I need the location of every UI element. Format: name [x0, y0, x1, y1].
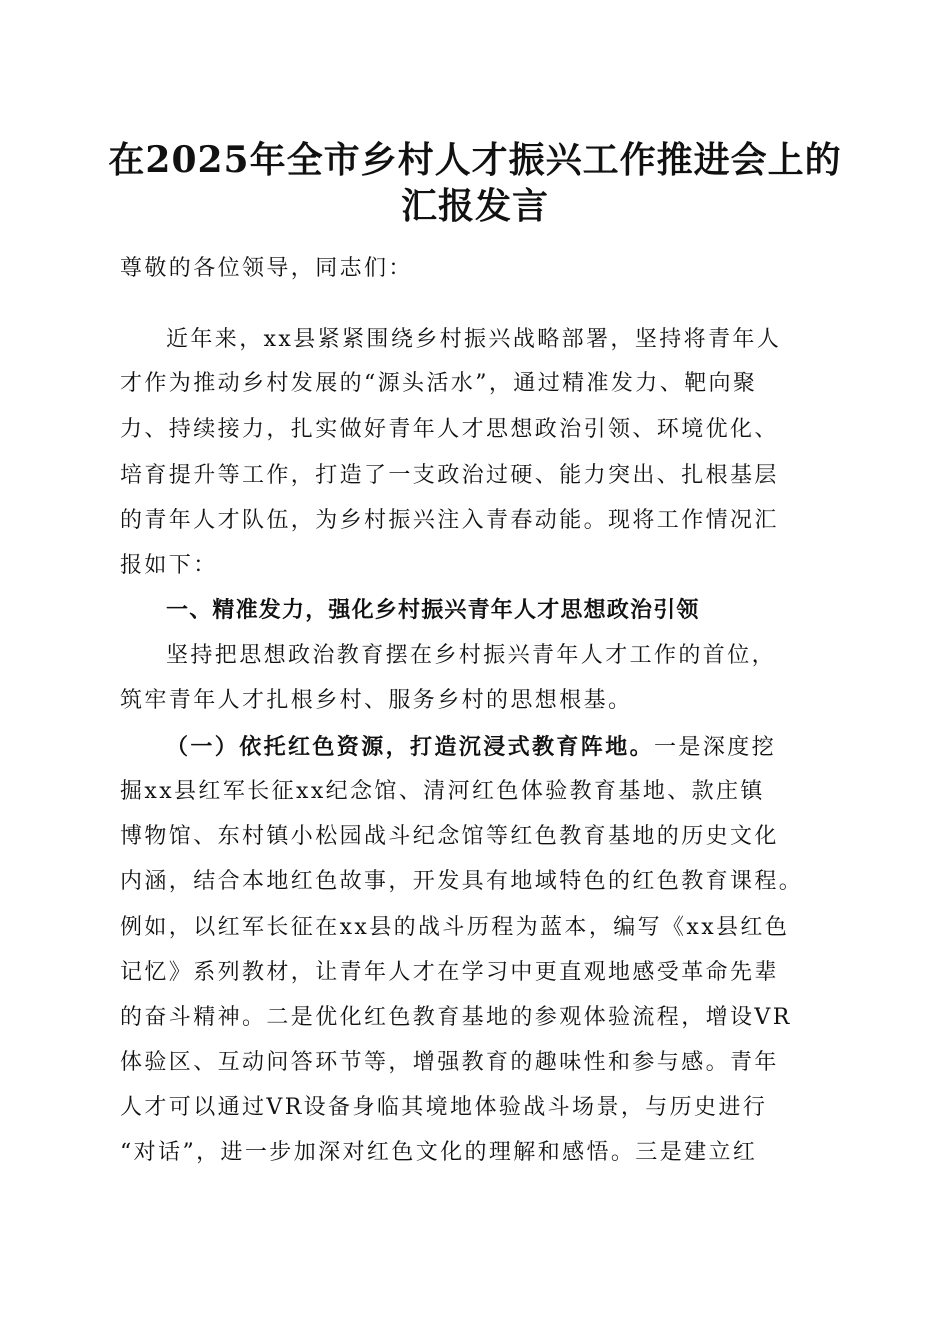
intro-line: 近年来，xx县紧紧围绕乡村振兴战略部署，坚持将青年人	[166, 327, 782, 352]
document-title-line-2: 汇报发言	[400, 185, 549, 227]
subsection-body-line: 体验区、互动问答环节等，增强教育的趣味性和参与感。青年	[120, 1050, 779, 1075]
subsection-heading: （一）依托红色资源，打造沉浸式教育阵地。	[166, 734, 655, 760]
section-body-line: 坚持把思想政治教育摆在乡村振兴青年人才工作的首位，	[166, 643, 777, 668]
subsection-body-line: 记忆》系列教材，让青年人才在学习中更直观地感受革命先辈	[120, 960, 779, 985]
subsection-body-line: 例如，以红军长征在xx县的战斗历程为蓝本，编写《xx县红色	[120, 915, 790, 940]
intro-line: 才作为推动乡村发展的“源头活水”，通过精准发力、靶向聚	[120, 371, 758, 396]
subsection-body-line: 博物馆、东村镇小松园战斗纪念馆等红色教育基地的历史文化	[120, 824, 779, 849]
subsection-body-line: 的奋斗精神。二是优化红色教育基地的参观体验流程，增设VR	[120, 1005, 792, 1030]
subsection-first-line-text: 一是深度挖	[654, 735, 777, 760]
section-heading: 一、精准发力，强化乡村振兴青年人才思想政治引领	[166, 598, 700, 623]
subsection-body-line: “对话”，进一步加深对红色文化的理解和感悟。三是建立红	[120, 1140, 758, 1165]
section-body-line: 筑牢青年人才扎根乡村、服务乡村的思想根基。	[120, 688, 633, 713]
intro-line: 力、持续接力，扎实做好青年人才思想政治引领、环境优化、	[120, 417, 779, 442]
subsection-body-line: 内涵，结合本地红色故事，开发具有地域特色的红色教育课程。	[120, 869, 804, 894]
subsection-body-line: 掘xx县红军长征xx纪念馆、清河红色体验教育基地、款庄镇	[120, 779, 765, 804]
subsection-body-line: 人才可以通过VR设备身临其境地体验战斗场景，与历史进行	[120, 1095, 768, 1120]
intro-line: 报如下：	[120, 553, 218, 578]
salutation: 尊敬的各位领导，同志们：	[120, 256, 413, 281]
subsection-first-line	[166, 732, 886, 762]
document-title-line-1: 在2025年全市乡村人才振兴工作推进会上的	[108, 139, 842, 181]
intro-line: 培育提升等工作，打造了一支政治过硬、能力突出、扎根基层	[120, 463, 779, 488]
intro-line: 的青年人才队伍，为乡村振兴注入青春动能。现将工作情况汇	[120, 508, 779, 533]
